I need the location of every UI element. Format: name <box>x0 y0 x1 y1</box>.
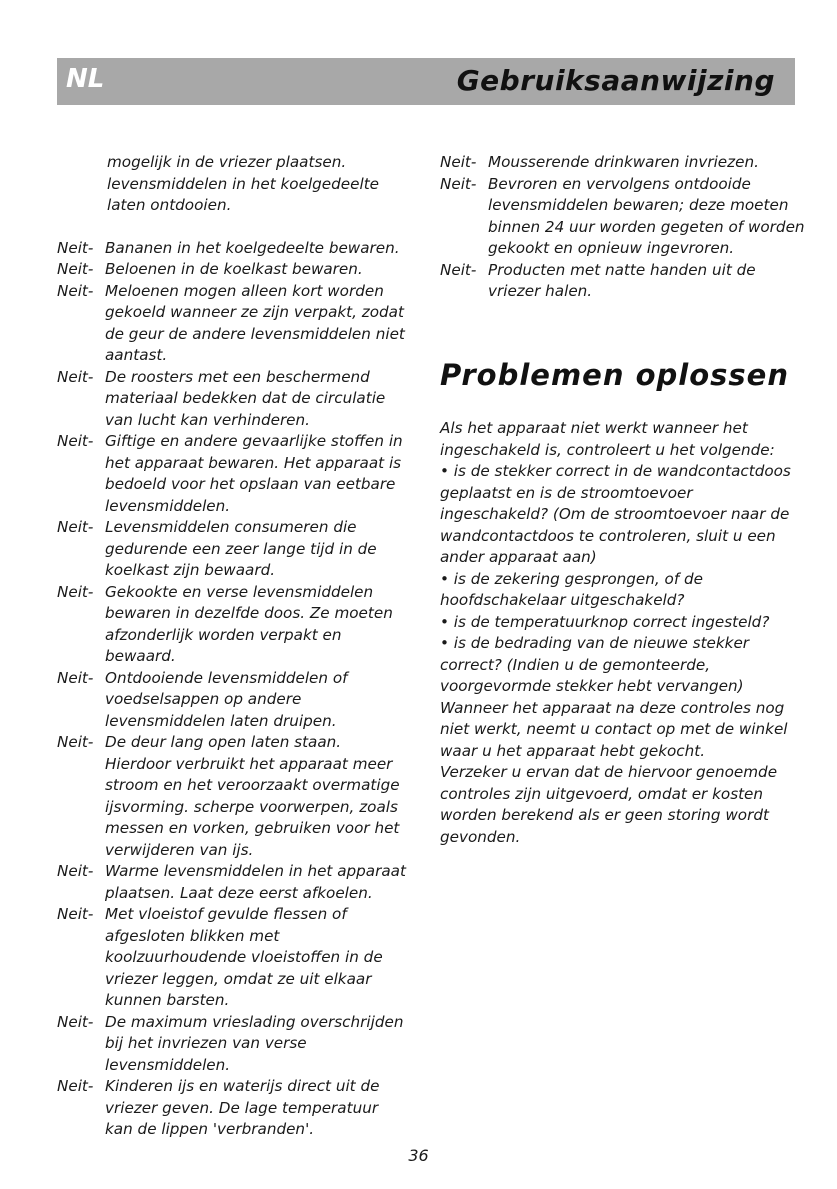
item-prefix: Neit- <box>57 432 94 450</box>
right-column <box>440 152 810 303</box>
left-column <box>57 152 407 1141</box>
outro-paragraph: Verzeker u ervan dat de hiervoor genoemde controles zijn uitgevoerd, omdat er kosten worden berekend als er geen storing wordt gevonden. <box>440 763 778 846</box>
item-text: De deur lang open laten staan. Hierdoor verbruikt het apparaat meer stroom en het veroorzaakt overmatige ijsvorming. scherpe voorwerpen, zoals messen en vorken, gebruiken voor het verwijderen van ijs. <box>105 733 400 859</box>
list-item <box>57 367 407 432</box>
item-text: Producten met natte handen uit de vriezer halen. <box>488 260 756 300</box>
list-item <box>57 668 407 733</box>
list-item <box>57 238 407 260</box>
list-item <box>57 582 407 668</box>
item-prefix: Neit- <box>440 174 477 193</box>
check-item: • is de stekker correct in de wandcontactdoos geplaatst en is de stroomtoevoer ingeschakeld? (Om de stroomtoevoer naar de wandcontactdoos te controleren, sluit u een ander apparaat aan) <box>440 462 791 566</box>
list-item <box>57 431 407 517</box>
item-text: Warme levensmiddelen in het apparaat plaatsen. Laat deze eerst afkoelen. <box>105 862 406 902</box>
item-text: Kinderen ijs en waterijs direct uit de vriezer geven. De lage temperatuur kan de lippen 'verbranden'. <box>105 1077 380 1138</box>
list-item <box>57 281 407 367</box>
list-item <box>57 517 407 582</box>
continued-text: mogelijk in de vriezer plaatsen. levensmiddelen in het koelgedeelte laten ontdooien. <box>107 153 379 214</box>
list-item <box>57 861 407 904</box>
outro-paragraph: Wanneer het apparaat na deze controles nog niet werkt, neemt u contact op met de winkel waar u het apparaat hebt gekocht. <box>440 698 788 760</box>
list-item <box>440 174 810 260</box>
item-prefix: Neit- <box>57 238 94 257</box>
list-item <box>57 259 407 281</box>
item-prefix: Neit- <box>440 153 477 171</box>
language-code: NL <box>66 64 105 94</box>
item-text: Bevroren en vervolgens ontdooide levensmiddelen bewaren; deze moeten binnen 24 uur worden gegeten of worden gekookt en opnieuw ingevroren. <box>488 174 805 257</box>
list-item <box>57 732 407 861</box>
check-item: • is de zekering gesprongen, of de hoofdschakelaar uitgeschakeld? <box>440 569 703 609</box>
page-header <box>57 58 795 105</box>
check-item: • is de temperatuurknop correct ingesteld? <box>440 612 770 631</box>
item-text: Bananen in het koelgedeelte bewaren. <box>105 238 400 257</box>
item-prefix: Neit- <box>57 518 94 536</box>
item-prefix: Neit- <box>57 260 94 278</box>
item-text: Levensmiddelen consumeren die gedurende een zeer lange tijd in de koelkast zijn bewaard. <box>105 518 377 579</box>
item-text: Met vloeistof gevulde flessen of afgesloten blikken met koolzuurhoudende vloeistoffen in de vriezer leggen, omdat ze uit elkaar kunnen barsten. <box>105 905 383 1009</box>
item-text: Beloenen in de koelkast bewaren. <box>105 260 363 278</box>
check-item: • is de bedrading van de nieuwe stekker correct? (Indien u de gemonteerde, voorgevormde stekker hebt vervangen) <box>440 634 750 695</box>
page-number: 36 <box>408 1146 429 1165</box>
item-text: Meloenen mogen alleen kort worden gekoeld wanneer ze zijn verpakt, zodat de geur de andere levensmiddelen niet aantast. <box>105 281 405 364</box>
section-heading: Problemen oplossen <box>440 358 789 392</box>
item-prefix: Neit- <box>57 1077 94 1095</box>
item-text: Gekookte en verse levensmiddelen bewaren in dezelfde doos. Ze moeten afzonderlijk worden verpakt en bewaard. <box>105 582 393 665</box>
item-text: Giftige en andere gevaarlijke stoffen in het apparaat bewaren. Het apparaat is bedoeld voor het opslaan van eetbare levensmiddelen. <box>105 432 403 515</box>
list-item <box>57 904 407 1012</box>
item-text: De maximum vrieslading overschrijden bij het invriezen van verse levensmiddelen. <box>105 1012 404 1074</box>
item-prefix: Neit- <box>57 582 94 601</box>
list-item <box>57 1076 407 1141</box>
item-prefix: Neit- <box>57 281 94 300</box>
troubleshooting-body <box>440 418 805 848</box>
item-prefix: Neit- <box>57 862 94 880</box>
item-prefix: Neit- <box>57 1012 94 1031</box>
item-prefix: Neit- <box>57 668 94 687</box>
item-text: De roosters met een beschermend materiaal bedekken dat de circulatie van lucht kan verhinderen. <box>105 367 386 429</box>
item-prefix: Neit- <box>57 367 94 386</box>
intro-paragraph: Als het apparaat niet werkt wanneer het ingeschakeld is, controleert u het volgende: <box>440 419 775 459</box>
list-item <box>440 152 810 174</box>
list-item <box>440 260 810 303</box>
item-prefix: Neit- <box>57 733 94 751</box>
item-text: Ontdooiende levensmiddelen of voedselsappen op andere levensmiddelen laten druipen. <box>105 668 348 730</box>
item-prefix: Neit- <box>440 260 477 279</box>
manual-title: Gebruiksaanwijzing <box>456 64 775 97</box>
list-item <box>57 1012 407 1077</box>
item-prefix: Neit- <box>57 905 94 923</box>
item-text: Mousserende drinkwaren invriezen. <box>488 153 759 171</box>
